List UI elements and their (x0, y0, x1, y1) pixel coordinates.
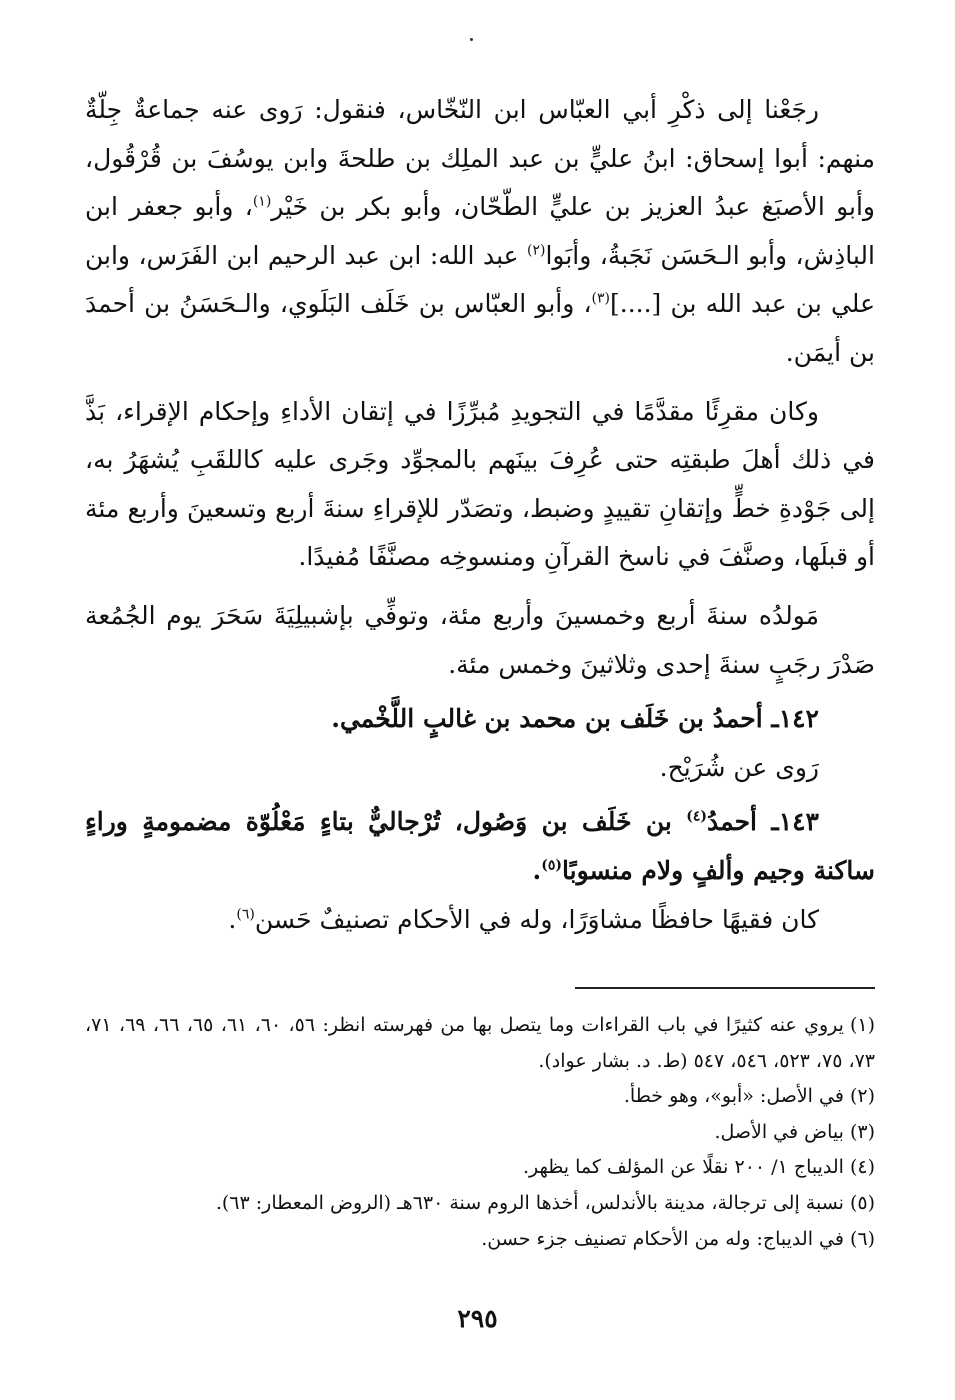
footnote-6 (85, 1222, 875, 1258)
entry-143-heading (85, 798, 875, 895)
footnotes (85, 1008, 875, 1257)
footnote-text: في الأصل: «أبو»، وهو خطأ. (623, 1085, 844, 1108)
paragraph-reciter: وكان مقرِئًا مقدَّمًا في التجويدِ مُبرِّزًا في إتقان الأداءِ وإحكام الإقراء، بَذَّ في ذلك أهلَ طبقتِه حتى عُرِفَ بينَهم بالمجوِّد وجَرى عليه كاللقَبِ يُشهَرُ به، إلى جَوْدةِ خطٍّ وإتقانِ تقييدٍ وضبط، وتصَدّر للإقراءِ سنةَ أربع وتسعينَ وأربع مئة أو قبلَها، وصنَّفَ في ناسخ القرآنِ ومنسوخِه مصنَّفًا مُفيدًا. (85, 396, 875, 572)
footnote-5 (85, 1186, 875, 1222)
paragraph-text: ، وأبو العبّاس بن خَلَف البَلَوي، والـحَسَنُ بن أحمدَ بن أيمَن. (85, 289, 875, 367)
entry-name-cont: بن خَلَف بن وَصُول، تُرْجاليٌّ بتاءٍ مَعْلُوّة مضمومةٍ وراءٍ ساكنة وجيم وألفٍ ولام منسوبًا (85, 807, 875, 885)
paragraph-text: عبد الله: ابن عبد الرحيم ابن الفَرَس، وابن علي بن عبد الله بن [....] (85, 240, 875, 319)
footnote-ref[interactable]: (٥) (541, 857, 562, 874)
entry-name: ١٤٣ـ أحمدُ (707, 807, 819, 837)
footnote-divider (575, 987, 875, 989)
footnote-number: (٥) (849, 1191, 875, 1214)
footnote-ref[interactable]: (٣) (591, 291, 611, 308)
footnote-ref[interactable]: (١) (252, 193, 272, 210)
paragraph-transmitters (85, 86, 875, 378)
entry-142-body: رَوى عن شُرَيْح. (659, 752, 819, 782)
footnote-number: (٦) (849, 1227, 875, 1250)
entry-142-heading: ١٤٢ـ أحمدُ بن خَلَف بن محمد بن غالبٍ اللَّخْمي. (331, 704, 819, 734)
footnote-text: في الديباج: وله من الأحكام تصنيف جزء حسن. (481, 1227, 844, 1250)
footnote-ref[interactable]: (٢) (527, 242, 546, 259)
paragraph-text: رجَعْنا إلى ذكْرِ أبي العبّاس ابن النّخّاس، فنقول: رَوى عنه جماعةٌ جِلّةٌ منهم: أبوا إسحاق: ابنُ عليٍّ بن عبد الملِك بن طلحةَ وابن يوسُفَ بن قُرْقُول، وأبو الأصبَغ عبدُ العزيز بن عليٍّ الطّحّان، وأبو بكر بن خَيْر (85, 95, 875, 222)
main-text (85, 86, 875, 944)
entry-body-text: كان فقيهًا حافظًا مشاوَرًا، وله في الأحكام تصنيفٌ حَسن (254, 904, 819, 934)
footnote-ref[interactable]: (٤) (686, 808, 708, 825)
footnote-number: (٢) (849, 1085, 875, 1108)
footnote-number: (٤) (849, 1156, 875, 1179)
footnote-text: يروي عنه كثيرًا في باب القراءات وما يتصل بها من فهرسته انظر: ٥٦، ٦٠، ٦١، ٦٥، ٦٦، ٦٩، ٧١، ٧٣، ٧٥، ٥٢٣، ٥٤٦، ٥٤٧ (ط. د. بشار عواد). (85, 1014, 875, 1072)
footnote-1 (85, 1008, 875, 1079)
entry-body-end: . (228, 904, 237, 934)
footnote-text: نسبة إلى ترجالة، مدينة بالأندلس، أخذها الروم سنة ٦٣٠هـ (الروض المعطار: ٦٣). (215, 1191, 844, 1214)
page-number: ٢٩٥ (457, 1304, 498, 1333)
footnote-number: (٣) (849, 1120, 875, 1143)
footnote-2 (85, 1079, 875, 1115)
entry-name-end: . (532, 855, 542, 885)
footnote-3 (85, 1115, 875, 1151)
entry-143-body (85, 896, 875, 945)
footnote-4 (85, 1150, 875, 1186)
footnote-number: (١) (849, 1014, 876, 1036)
page-speck (470, 38, 473, 41)
paragraph-text: ، وأبو جعفر ابن الباذِش، وأبو الـحَسَن نَجَبةُ، وأبَوا (85, 192, 875, 270)
paragraph-birth-death: مَولدُه سنةَ أربع وخمسينَ وأربع مئة، وتوفِّي بإشبيلِيَةَ سَحَرَ يوم الجُمُعة صَدْرَ رجَبٍ سنةَ إحدى وثلاثينَ وخمس مئة. (85, 600, 875, 679)
footnote-text: بياض في الأصل. (714, 1120, 844, 1143)
footnote-text: الديباج ١/ ٢٠٠ نقلًا عن المؤلف كما يظهر. (522, 1156, 844, 1179)
footnote-ref[interactable]: (٦) (236, 906, 255, 923)
